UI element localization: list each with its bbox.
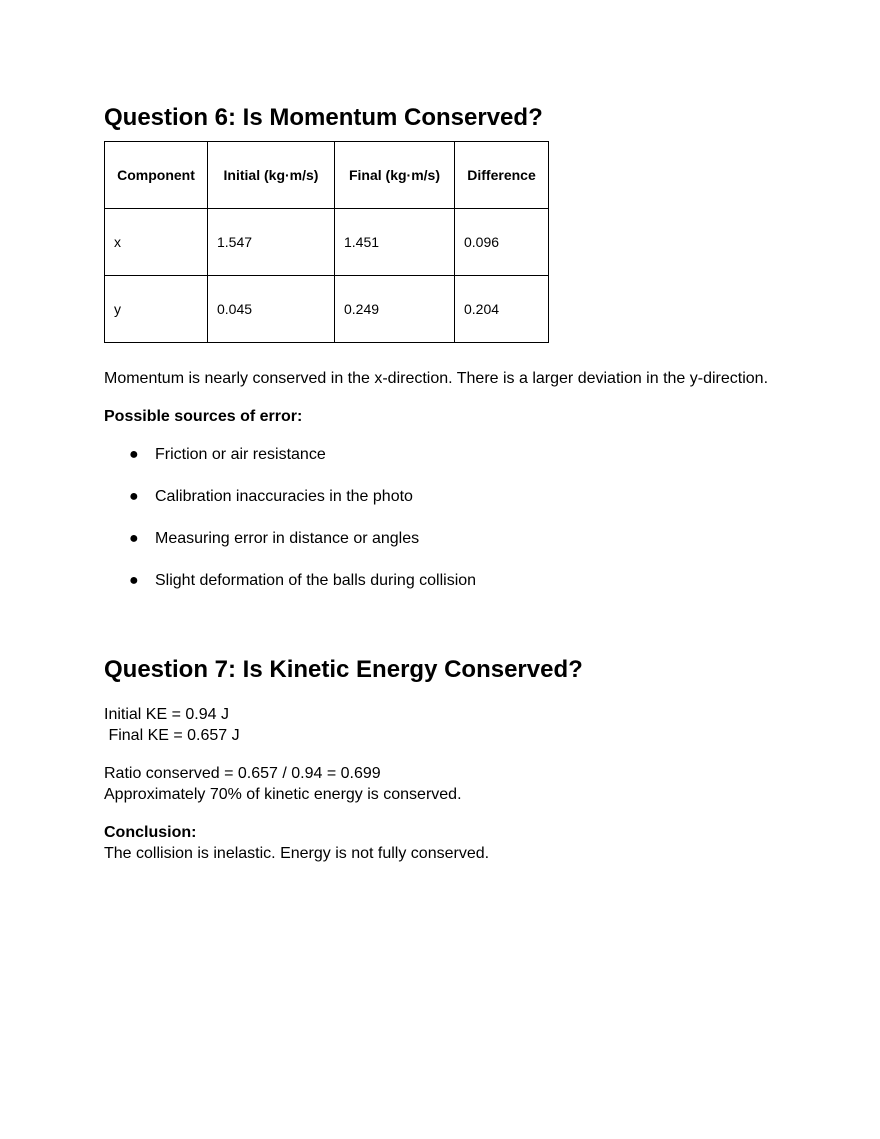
bullet-icon: ● xyxy=(129,446,139,463)
bullet-icon: ● xyxy=(129,530,139,547)
bullet-icon: ● xyxy=(129,488,139,505)
initial-ke-line: Initial KE = 0.94 J xyxy=(104,706,229,723)
cell-component: y xyxy=(105,276,208,343)
ke-approx-line: Approximately 70% of kinetic energy is conserved. xyxy=(104,786,462,803)
header-difference: Difference xyxy=(455,142,549,209)
list-item-text: Measuring error in distance or angles xyxy=(155,530,420,547)
ke-ratio-line: Ratio conserved = 0.657 / 0.94 = 0.699 xyxy=(104,765,381,782)
list-item xyxy=(104,528,476,549)
header-component: Component xyxy=(105,142,208,209)
table-row xyxy=(105,209,549,276)
error-sources-list xyxy=(104,444,476,612)
table-header-row xyxy=(105,142,549,209)
conclusion-label: Conclusion: xyxy=(104,824,197,841)
list-item xyxy=(104,444,476,465)
list-item-text: Calibration inaccuracies in the photo xyxy=(155,488,413,505)
final-ke-line: Final KE = 0.657 J xyxy=(104,727,240,744)
header-initial: Initial (kg·m/s) xyxy=(208,142,335,209)
cell-difference: 0.096 xyxy=(455,209,549,276)
cell-final: 0.249 xyxy=(335,276,455,343)
cell-component: x xyxy=(105,209,208,276)
cell-difference: 0.204 xyxy=(455,276,549,343)
cell-initial: 0.045 xyxy=(208,276,335,343)
list-item xyxy=(104,486,476,507)
header-final: Final (kg·m/s) xyxy=(335,142,455,209)
cell-initial: 1.547 xyxy=(208,209,335,276)
list-item-text: Slight deformation of the balls during collision xyxy=(155,572,477,589)
list-item xyxy=(104,570,476,591)
bullet-icon: ● xyxy=(129,572,139,589)
error-sources-label: Possible sources of error: xyxy=(104,408,303,425)
conclusion-text: The collision is inelastic. Energy is not fully conserved. xyxy=(104,845,490,862)
momentum-table xyxy=(104,141,549,343)
momentum-summary: Momentum is nearly conserved in the x-direction. There is a larger deviation in the y-direction. xyxy=(104,370,769,387)
list-item-text: Friction or air resistance xyxy=(155,446,326,463)
table-row xyxy=(105,276,549,343)
cell-final: 1.451 xyxy=(335,209,455,276)
question-6-heading: Question 6: Is Momentum Conserved? xyxy=(104,104,543,131)
question-7-heading: Question 7: Is Kinetic Energy Conserved? xyxy=(104,656,583,683)
